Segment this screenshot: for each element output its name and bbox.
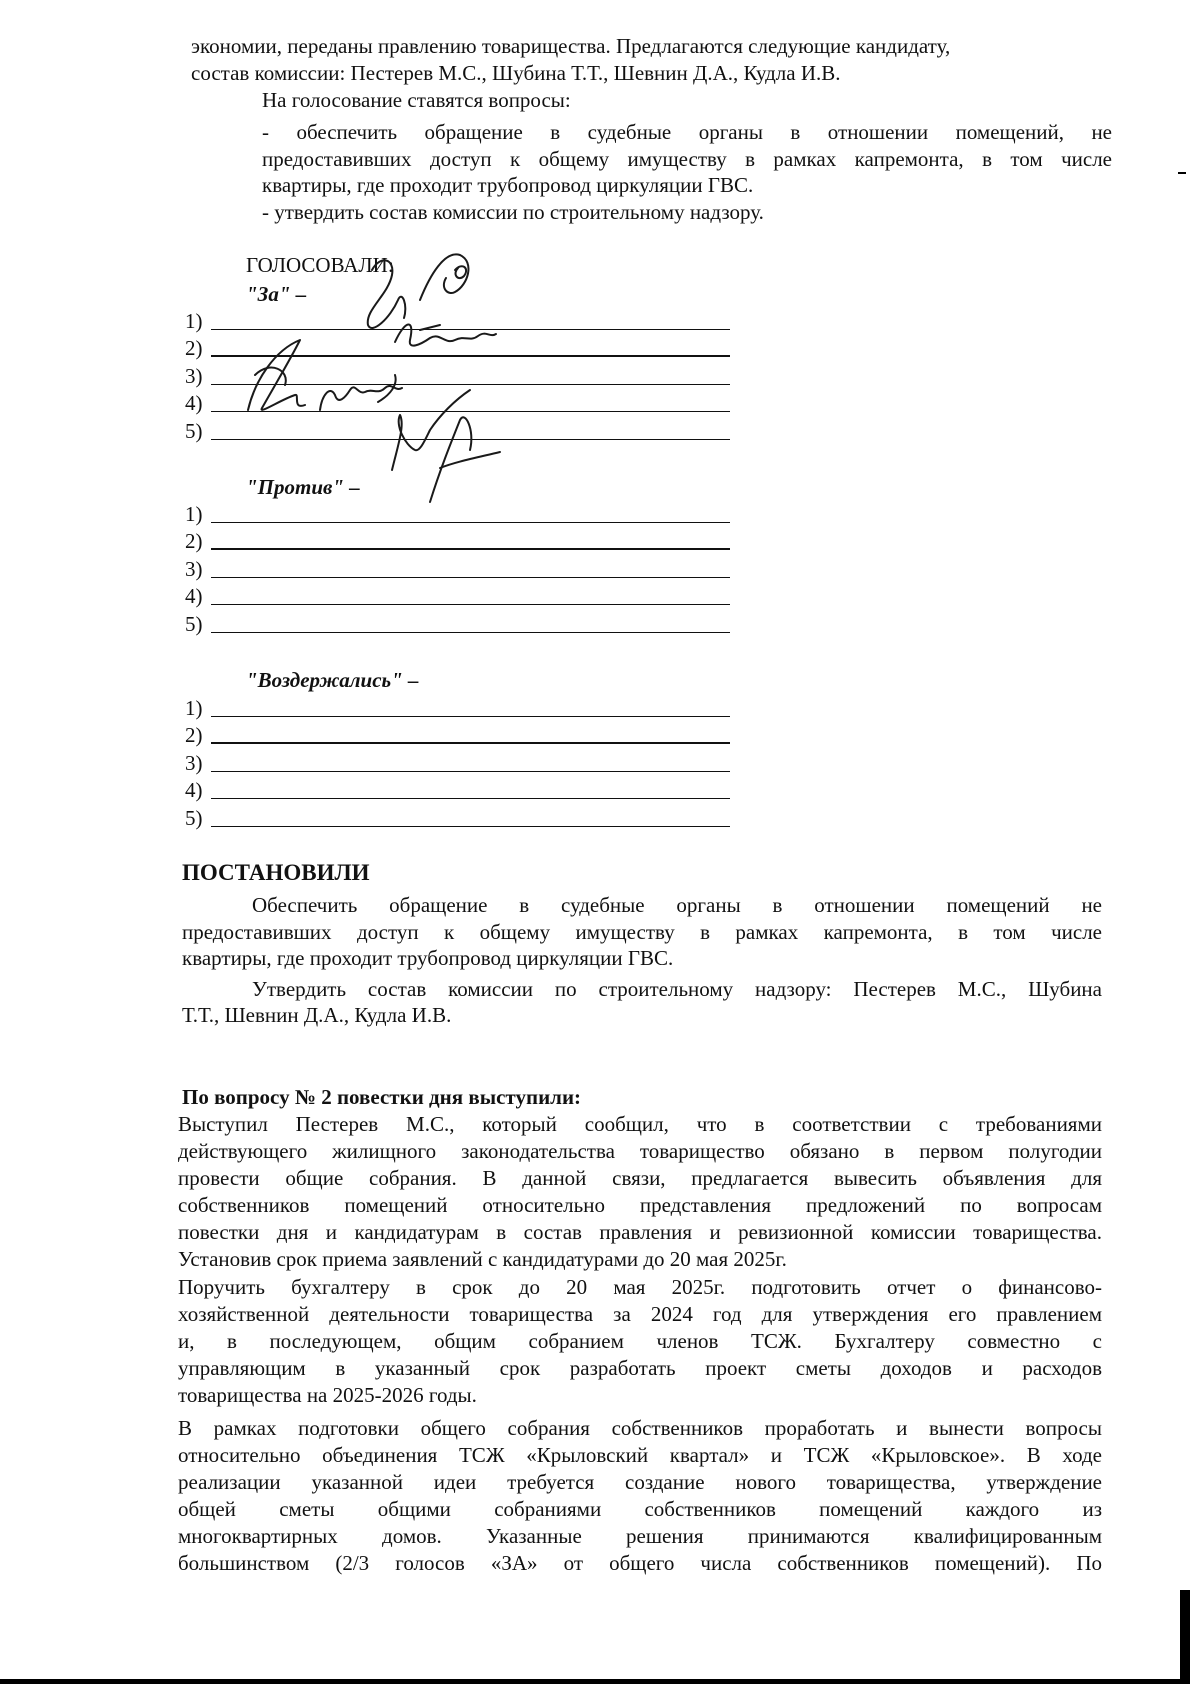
agenda-item-2: - утвердить состав комиссии по строительному надзору. <box>262 200 764 224</box>
vote-against-row <box>185 502 730 526</box>
signature-line <box>211 771 730 772</box>
row-number: 5) <box>185 419 203 443</box>
question2-title: По вопросу № 2 повестки дня выступили: <box>182 1085 582 1109</box>
q2-line: Выступил Пестерев М.С., который сообщил, что в соответствии с требованиями <box>178 1112 1102 1136</box>
signature-line <box>211 548 730 550</box>
signature-line <box>211 577 730 578</box>
voting-title: ГОЛОСОВАЛИ: <box>246 253 394 277</box>
scan-edge-right <box>1180 1590 1190 1684</box>
signature-line <box>211 384 730 385</box>
row-number: 2) <box>185 336 203 360</box>
vote-against-row <box>185 557 730 581</box>
vote-for-row <box>185 336 730 360</box>
signature-line <box>211 355 730 357</box>
q2-line: Установив срок приема заявлений с кандидатурами до 20 мая 2025г. <box>178 1247 787 1271</box>
vote-for-row <box>185 309 730 333</box>
q2-line: повестки дня и кандидатурам в состав правления и ревизионной комиссии товарищества. <box>178 1220 1102 1244</box>
row-number: 4) <box>185 584 203 608</box>
q2-line: общей сметы общими собраниями собственников помещений каждого из <box>178 1497 1102 1521</box>
resolved-p1-line-3: квартиры, где проходит трубопровод циркуляции ГВС. <box>182 946 674 970</box>
resolved-p1-line-2: предоставивших доступ к общему имуществу в рамках капремонта, в том числе <box>182 920 1102 944</box>
vote-against-row <box>185 529 730 553</box>
vote-abstain-label: "Воздержались" – <box>246 668 419 692</box>
agenda-item-1-line-3: квартиры, где проходит трубопровод циркуляции ГВС. <box>262 173 754 197</box>
resolved-title: ПОСТАНОВИЛИ <box>182 860 370 885</box>
vote-against-row <box>185 612 730 636</box>
q2-line: собственников помещений относительно представления предложений по вопросам <box>178 1193 1102 1217</box>
vote-abstain-row <box>185 751 730 775</box>
agenda-title: На голосование ставятся вопросы: <box>262 88 571 112</box>
signature-line <box>211 632 730 633</box>
resolved-p1-line-1: Обеспечить обращение в судебные органы в отношении помещений не <box>252 893 1102 917</box>
intro-line-1: экономии, переданы правлению товарищества. Предлагаются следующие кандидату, <box>191 34 951 58</box>
signature-line <box>211 522 730 523</box>
q2-line: относительно объединения ТСЖ «Крыловский квартал» и ТСЖ «Крыловское». В ходе <box>178 1443 1102 1467</box>
signature-line <box>211 329 730 330</box>
signature-line <box>211 716 730 717</box>
vote-against-label: "Против" – <box>246 475 360 499</box>
signature-line <box>211 439 730 440</box>
vote-abstain-row <box>185 696 730 720</box>
vote-for-label: "За" – <box>246 282 307 306</box>
row-number: 4) <box>185 391 203 415</box>
signature-line <box>211 411 730 412</box>
vote-for-row <box>185 391 730 415</box>
row-number: 2) <box>185 529 203 553</box>
row-number: 3) <box>185 364 203 388</box>
vote-for-row <box>185 419 730 443</box>
q2-line: реализации указанной идеи требуется создание нового товарищества, утверждение <box>178 1470 1102 1494</box>
row-number: 3) <box>185 751 203 775</box>
q2-line: провести общие собрания. В данной связи, предлагается вывесить объявления для <box>178 1166 1102 1190</box>
signature-line <box>211 798 730 799</box>
signature-line <box>211 826 730 827</box>
q2-line: хозяйственной деятельности товарищества за 2024 год для утверждения его правлением <box>178 1302 1102 1326</box>
resolved-p2-line-2: Т.Т., Шевнин Д.А., Кудла И.В. <box>182 1003 452 1027</box>
vote-abstain-row <box>185 806 730 830</box>
scan-speck <box>1178 172 1186 174</box>
row-number: 2) <box>185 723 203 747</box>
vote-against-row <box>185 584 730 608</box>
scan-edge-bottom <box>0 1679 1190 1684</box>
vote-abstain-row <box>185 778 730 802</box>
q2-line: Поручить бухгалтеру в срок до 20 мая 2025г. подготовить отчет о финансово- <box>178 1275 1102 1299</box>
row-number: 5) <box>185 612 203 636</box>
q2-line: и, в последующем, общим собранием членов ТСЖ. Бухгалтеру совместно с <box>178 1329 1102 1353</box>
q2-line: управляющим в указанный срок разработать проект сметы доходов и расходов <box>178 1356 1102 1380</box>
q2-line: большинством (2/3 голосов «ЗА» от общего числа собственников помещений). По <box>178 1551 1102 1575</box>
agenda-item-1-line-2: предоставивших доступ к общему имуществу в рамках капремонта, в том числе <box>262 147 1112 171</box>
agenda-item-1-line-1: - обеспечить обращение в судебные органы в отношении помещений, не <box>262 120 1112 144</box>
intro-line-2: состав комиссии: Пестерев М.С., Шубина Т.Т., Шевнин Д.А., Кудла И.В. <box>191 61 841 85</box>
q2-line: действующего жилищного законодательства товарищество обязано в первом полугодии <box>178 1139 1102 1163</box>
signature-line <box>211 742 730 744</box>
vote-for-row <box>185 364 730 388</box>
signature-line <box>211 604 730 605</box>
resolved-p2-line-1: Утвердить состав комиссии по строительному надзору: Пестерев М.С., Шубина <box>252 977 1102 1001</box>
q2-line: товарищества на 2025-2026 годы. <box>178 1383 477 1407</box>
row-number: 1) <box>185 309 203 333</box>
row-number: 3) <box>185 557 203 581</box>
row-number: 1) <box>185 696 203 720</box>
vote-abstain-row <box>185 723 730 747</box>
row-number: 1) <box>185 502 203 526</box>
q2-line: многоквартирных домов. Указанные решения принимаются квалифицированным <box>178 1524 1102 1548</box>
q2-line: В рамках подготовки общего собрания собственников проработать и вынести вопросы <box>178 1416 1102 1440</box>
row-number: 5) <box>185 806 203 830</box>
row-number: 4) <box>185 778 203 802</box>
